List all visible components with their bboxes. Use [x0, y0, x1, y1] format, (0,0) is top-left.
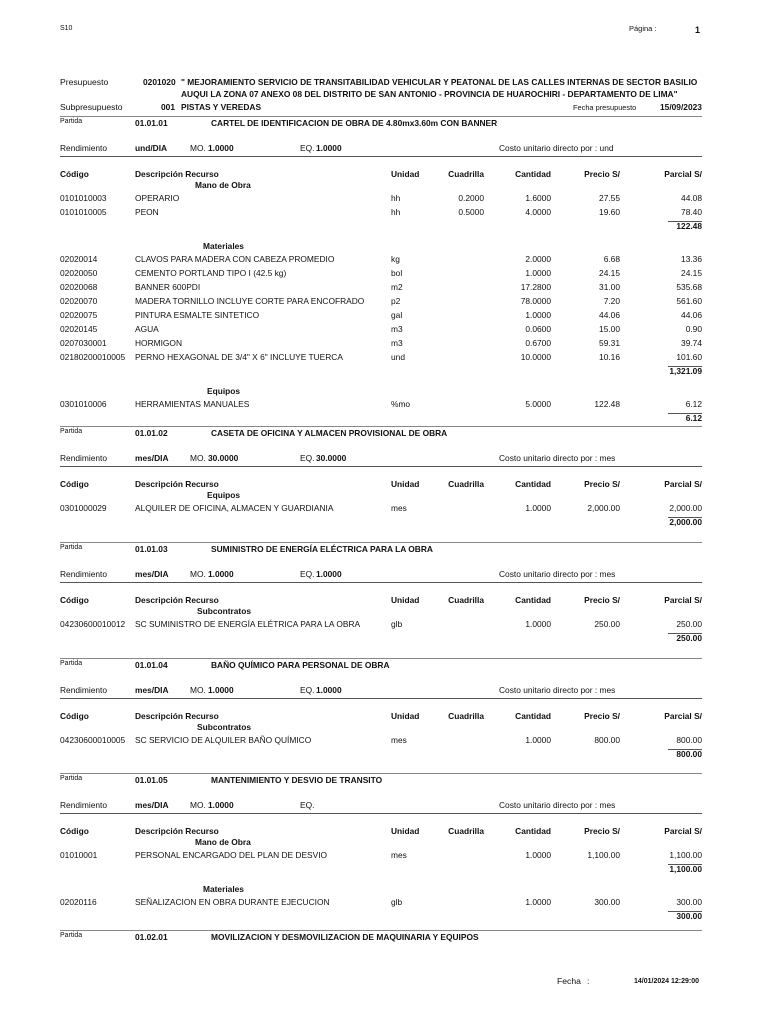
row-code: 01010001: [60, 850, 98, 860]
row-parcial: 535.68: [676, 282, 702, 292]
group-heading: Subcontratos: [197, 722, 251, 732]
row-precio: 31.00: [599, 282, 620, 292]
eq-value: 1.0000: [316, 143, 342, 153]
row-unit: m2: [391, 282, 403, 292]
row-cantidad: 0.0600: [525, 324, 551, 334]
row-description: CLAVOS PARA MADERA CON CABEZA PROMEDIO: [135, 254, 335, 264]
row-parcial: 39.74: [681, 338, 702, 348]
row-parcial: 6.12: [685, 399, 702, 409]
group-subtotal: 2,000.00: [669, 517, 702, 527]
row-code: 02020075: [60, 310, 98, 320]
row-description: PEON: [135, 207, 159, 217]
row-unit: %mo: [391, 399, 411, 409]
rendimiento-divider: [60, 698, 702, 699]
partida-title: MOVILIZACION Y DESMOVILIZACION DE MAQUINARIA Y EQUIPOS: [211, 932, 479, 942]
row-unit: glb: [391, 897, 403, 907]
mo-value: 1.0000: [208, 569, 234, 579]
presupuesto-code: 0201020: [143, 77, 176, 87]
col-precio: Precio S/: [584, 711, 620, 721]
eq-label: EQ.: [300, 143, 315, 153]
row-description: PERNO HEXAGONAL DE 3/4" X 6" INCLUYE TUERCA: [135, 352, 343, 362]
costo-unitario-label: Costo unitario directo por : mes: [499, 453, 616, 463]
col-descripcion: Descripción Recurso: [135, 479, 219, 489]
rendimiento-unit: mes/DIA: [135, 453, 169, 463]
eq-label: EQ.: [300, 685, 315, 695]
row-cantidad: 1.0000: [525, 619, 551, 629]
rendimiento-divider: [60, 156, 702, 157]
row-unit: m3: [391, 338, 403, 348]
row-precio: 44.06: [599, 310, 620, 320]
partida-title: SUMINISTRO DE ENERGÍA ELÉCTRICA PARA LA OBRA: [211, 544, 433, 554]
subpresupuesto-label: Subpresupuesto: [60, 102, 123, 112]
mo-label: MO.: [190, 569, 206, 579]
partida-divider: [60, 542, 702, 543]
costo-unitario-label: Costo unitario directo por : und: [499, 143, 614, 153]
row-cantidad: 5.0000: [525, 399, 551, 409]
partida-code: 01.01.02: [135, 428, 168, 438]
col-cantidad: Cantidad: [515, 826, 551, 836]
eq-value: 1.0000: [316, 685, 342, 695]
row-unit: mes: [391, 503, 407, 513]
col-descripcion: Descripción Recurso: [135, 711, 219, 721]
partida-label: Partida: [60, 118, 83, 125]
rendimiento-label: Rendimiento: [60, 685, 108, 695]
partida-title: BAÑO QUÍMICO PARA PERSONAL DE OBRA: [211, 660, 390, 670]
row-cantidad: 0.6700: [525, 338, 551, 348]
col-unidad: Unidad: [391, 711, 420, 721]
group-heading: Mano de Obra: [195, 837, 251, 847]
row-cantidad: 1.0000: [525, 897, 551, 907]
row-precio: 24.15: [599, 268, 620, 278]
fecha-presupuesto-value: 15/09/2023: [660, 102, 702, 112]
presupuesto-title-line1: " MEJORAMIENTO SERVICIO DE TRANSITABILIDAD VEHICULAR Y PEATONAL DE LAS CALLES INTERNAS DE SECTOR BASILIO: [181, 77, 698, 87]
col-precio: Precio S/: [584, 595, 620, 605]
row-cantidad: 1.6000: [525, 193, 551, 203]
col-cantidad: Cantidad: [515, 711, 551, 721]
row-cantidad: 2.0000: [525, 254, 551, 264]
row-unit: hh: [391, 193, 401, 203]
partida-code: 01.01.05: [135, 775, 168, 785]
row-code: 04230600010012: [60, 619, 126, 629]
group-subtotal: 122.48: [676, 221, 702, 231]
row-parcial: 1,100.00: [669, 850, 702, 860]
row-parcial: 0.90: [685, 324, 702, 334]
row-description: MADERA TORNILLO INCLUYE CORTE PARA ENCOFRADO: [135, 296, 365, 306]
presupuesto-label: Presupuesto: [60, 77, 109, 87]
rendimiento-divider: [60, 582, 702, 583]
mo-label: MO.: [190, 453, 206, 463]
partida-code: 01.01.04: [135, 660, 168, 670]
rendimiento-unit: mes/DIA: [135, 685, 169, 695]
row-precio: 800.00: [594, 735, 620, 745]
col-precio: Precio S/: [584, 479, 620, 489]
row-unit: m3: [391, 324, 403, 334]
eq-label: EQ.: [300, 453, 315, 463]
mo-label: MO.: [190, 143, 206, 153]
row-unit: bol: [391, 268, 403, 278]
row-precio: 19.60: [599, 207, 620, 217]
col-unidad: Unidad: [391, 826, 420, 836]
row-cantidad: 4.0000: [525, 207, 551, 217]
row-cuadrilla: 0.5000: [458, 207, 484, 217]
row-parcial: 101.60: [676, 352, 702, 362]
row-parcial: 250.00: [676, 619, 702, 629]
row-description: SEÑALIZACION EN OBRA DURANTE EJECUCION: [135, 897, 330, 907]
row-parcial: 800.00: [676, 735, 702, 745]
row-parcial: 561.60: [676, 296, 702, 306]
partida-title: MANTENIMIENTO Y DESVIO DE TRANSITO: [211, 775, 383, 785]
mo-value: 1.0000: [208, 685, 234, 695]
col-codigo: Código: [60, 826, 89, 836]
row-parcial: 44.06: [681, 310, 702, 320]
group-heading: Equipos: [207, 490, 241, 500]
partida-label: Partida: [60, 775, 83, 782]
row-unit: hh: [391, 207, 401, 217]
subpresupuesto-code: 001: [161, 102, 175, 112]
row-description: PERSONAL ENCARGADO DEL PLAN DE DESVIO: [135, 850, 328, 860]
row-cantidad: 17.2800: [520, 282, 551, 292]
group-subtotal: 300.00: [676, 911, 702, 921]
partida-label: Partida: [60, 428, 83, 435]
partida-code: 01.01.03: [135, 544, 168, 554]
row-code: 02020068: [60, 282, 98, 292]
group-subtotal: 1,100.00: [669, 864, 702, 874]
col-cuadrilla: Cuadrilla: [448, 826, 484, 836]
group-heading: Subcontratos: [197, 606, 251, 616]
footer-fecha-value: 14/01/2024 12:29:00: [634, 978, 699, 985]
group-subtotal: 6.12: [685, 413, 702, 423]
rendimiento-divider: [60, 466, 702, 467]
col-codigo: Código: [60, 595, 89, 605]
page-number: 1: [695, 25, 701, 35]
group-heading: Materiales: [203, 884, 244, 894]
row-precio: 2,000.00: [587, 503, 620, 513]
row-cantidad: 1.0000: [525, 735, 551, 745]
col-cantidad: Cantidad: [515, 169, 551, 179]
row-cantidad: 1.0000: [525, 268, 551, 278]
group-subtotal: 800.00: [676, 749, 702, 759]
page-label: Página :: [629, 24, 657, 33]
col-parcial: Parcial S/: [664, 479, 702, 489]
costo-unitario-label: Costo unitario directo por : mes: [499, 569, 616, 579]
col-cuadrilla: Cuadrilla: [448, 479, 484, 489]
fecha-presupuesto-label: Fecha presupuesto: [573, 103, 637, 112]
row-cantidad: 1.0000: [525, 850, 551, 860]
col-parcial: Parcial S/: [664, 595, 702, 605]
col-parcial: Parcial S/: [664, 826, 702, 836]
mo-label: MO.: [190, 685, 206, 695]
eq-value: 30.0000: [316, 453, 347, 463]
partida-label: Partida: [60, 932, 83, 939]
row-description: AGUA: [135, 324, 159, 334]
row-precio: 7.20: [603, 296, 620, 306]
row-precio: 15.00: [599, 324, 620, 334]
row-description: CEMENTO PORTLAND TIPO I (42.5 kg): [135, 268, 287, 278]
group-heading: Equipos: [207, 386, 241, 396]
partida-label: Partida: [60, 544, 83, 551]
row-cantidad: 78.0000: [520, 296, 551, 306]
col-cuadrilla: Cuadrilla: [448, 595, 484, 605]
report-code: S10: [60, 25, 73, 32]
row-unit: und: [391, 352, 405, 362]
row-code: 02180200010005: [60, 352, 126, 362]
col-cuadrilla: Cuadrilla: [448, 711, 484, 721]
col-cantidad: Cantidad: [515, 479, 551, 489]
partida-title: CARTEL DE IDENTIFICACION DE OBRA DE 4.80mx3.60m CON BANNER: [211, 118, 498, 128]
rendimiento-divider: [60, 813, 702, 814]
row-code: 0301000029: [60, 503, 107, 513]
col-unidad: Unidad: [391, 169, 420, 179]
group-subtotal: 250.00: [676, 633, 702, 643]
row-precio: 27.55: [599, 193, 620, 203]
row-code: 02020070: [60, 296, 98, 306]
row-precio: 300.00: [594, 897, 620, 907]
row-unit: mes: [391, 850, 407, 860]
rendimiento-label: Rendimiento: [60, 143, 108, 153]
row-parcial: 2,000.00: [669, 503, 702, 513]
row-description: OPERARIO: [135, 193, 180, 203]
row-parcial: 24.15: [681, 268, 702, 278]
row-precio: 1,100.00: [587, 850, 620, 860]
eq-label: EQ.: [300, 569, 315, 579]
row-precio: 10.16: [599, 352, 620, 362]
col-codigo: Código: [60, 479, 89, 489]
partida-divider: [60, 930, 702, 931]
partida-divider: [60, 658, 702, 659]
partida-divider: [60, 116, 702, 117]
rendimiento-unit: mes/DIA: [135, 569, 169, 579]
col-codigo: Código: [60, 711, 89, 721]
row-cuadrilla: 0.2000: [458, 193, 484, 203]
row-unit: mes: [391, 735, 407, 745]
col-precio: Precio S/: [584, 826, 620, 836]
group-heading: Mano de Obra: [195, 180, 251, 190]
row-code: 02020145: [60, 324, 98, 334]
costo-unitario-label: Costo unitario directo por : mes: [499, 685, 616, 695]
presupuesto-title-line2: AUQUI LA ZONA 07 ANEXO 08 DEL DISTRITO DE SAN ANTONIO - PROVINCIA DE HUAROCHIRI - DEPARTAMENTO DE LIMA": [181, 89, 678, 99]
row-unit: gal: [391, 310, 403, 320]
row-description: SC SERVICIO DE ALQUILER BAÑO QUÍMICO: [135, 735, 312, 745]
mo-label: MO.: [190, 800, 206, 810]
row-code: 0207030001: [60, 338, 107, 348]
rendimiento-unit: mes/DIA: [135, 800, 169, 810]
partida-label: Partida: [60, 660, 83, 667]
row-cantidad: 1.0000: [525, 310, 551, 320]
row-code: 02020116: [60, 897, 97, 907]
partida-divider: [60, 426, 702, 427]
row-precio: 59.31: [599, 338, 620, 348]
row-parcial: 78.40: [681, 207, 702, 217]
row-description: ALQUILER DE OFICINA, ALMACEN Y GUARDIANIA: [135, 503, 334, 513]
eq-label: EQ.: [300, 800, 315, 810]
row-code: 02020014: [60, 254, 98, 264]
row-code: 02020050: [60, 268, 98, 278]
row-cantidad: 10.0000: [520, 352, 551, 362]
row-code: 0101010005: [60, 207, 107, 217]
col-parcial: Parcial S/: [664, 711, 702, 721]
row-precio: 250.00: [594, 619, 620, 629]
row-parcial: 300.00: [676, 897, 702, 907]
row-description: SC SUMINISTRO DE ENERGÍA ELÉTRICA PARA LA OBRA: [135, 619, 361, 629]
col-unidad: Unidad: [391, 479, 420, 489]
col-descripcion: Descripción Recurso: [135, 595, 219, 605]
row-description: HORMIGON: [135, 338, 182, 348]
eq-value: 1.0000: [316, 569, 342, 579]
partida-code: 01.01.01: [135, 118, 168, 128]
col-codigo: Código: [60, 169, 89, 179]
col-cantidad: Cantidad: [515, 595, 551, 605]
row-unit: glb: [391, 619, 403, 629]
row-description: BANNER 600PDI: [135, 282, 201, 292]
mo-value: 1.0000: [208, 800, 234, 810]
mo-value: 30.0000: [208, 453, 239, 463]
footer-fecha-label: Fecha: [557, 976, 581, 986]
row-description: PINTURA ESMALTE SINTETICO: [135, 310, 260, 320]
subpresupuesto-name: PISTAS Y VEREDAS: [181, 102, 262, 112]
row-description: HERRAMIENTAS MANUALES: [135, 399, 250, 409]
row-code: 04230600010005: [60, 735, 126, 745]
mo-value: 1.0000: [208, 143, 234, 153]
row-parcial: 44.08: [681, 193, 702, 203]
row-cantidad: 1.0000: [525, 503, 551, 513]
group-heading: Materiales: [203, 241, 244, 251]
col-precio: Precio S/: [584, 169, 620, 179]
row-code: 0301010006: [60, 399, 107, 409]
partida-code: 01.02.01: [135, 932, 168, 942]
row-code: 0101010003: [60, 193, 107, 203]
col-parcial: Parcial S/: [664, 169, 702, 179]
col-descripcion: Descripción Recurso: [135, 826, 219, 836]
row-precio: 6.68: [603, 254, 620, 264]
row-unit: p2: [391, 296, 401, 306]
col-unidad: Unidad: [391, 595, 420, 605]
footer-fecha-colon: :: [587, 976, 590, 986]
partida-title: CASETA DE OFICINA Y ALMACEN PROVISIONAL DE OBRA: [211, 428, 448, 438]
row-precio: 122.48: [594, 399, 620, 409]
rendimiento-label: Rendimiento: [60, 453, 108, 463]
row-unit: kg: [391, 254, 400, 264]
row-parcial: 13.36: [681, 254, 702, 264]
col-descripcion: Descripción Recurso: [135, 169, 219, 179]
rendimiento-label: Rendimiento: [60, 569, 108, 579]
partida-divider: [60, 773, 702, 774]
rendimiento-label: Rendimiento: [60, 800, 108, 810]
group-subtotal: 1,321.09: [669, 366, 702, 376]
costo-unitario-label: Costo unitario directo por : mes: [499, 800, 616, 810]
rendimiento-unit: und/DIA: [135, 143, 168, 153]
col-cuadrilla: Cuadrilla: [448, 169, 484, 179]
